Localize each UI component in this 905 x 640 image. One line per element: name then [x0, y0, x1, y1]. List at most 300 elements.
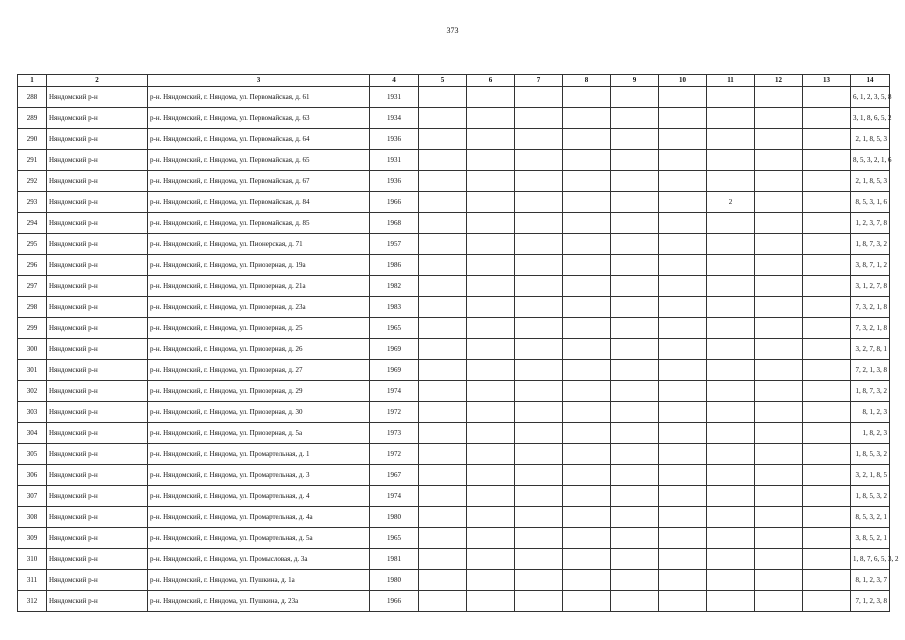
col-5-cell: [419, 234, 467, 255]
address-cell: р-н. Няндомский, г. Няндома, ул. Промысловая, д. 3а: [148, 549, 370, 570]
col-7-cell: [515, 150, 563, 171]
col-8-cell: [563, 381, 611, 402]
col-5-cell: [419, 255, 467, 276]
col-11-cell: [707, 423, 755, 444]
col-5-cell: [419, 381, 467, 402]
row-number-cell: 289: [18, 108, 47, 129]
year-cell: 1934: [370, 108, 419, 129]
col-5-cell: [419, 213, 467, 234]
col-8-cell: [563, 297, 611, 318]
col-11-cell: [707, 150, 755, 171]
col-11-cell: [707, 528, 755, 549]
col-11-cell: [707, 339, 755, 360]
col-13-cell: [803, 339, 851, 360]
year-cell: 1980: [370, 570, 419, 591]
col-9-cell: [611, 234, 659, 255]
col-7-cell: [515, 108, 563, 129]
col-8-cell: [563, 486, 611, 507]
col-13-cell: [803, 570, 851, 591]
col-11-cell: [707, 444, 755, 465]
col-10-cell: [659, 486, 707, 507]
table-row: [18, 276, 890, 297]
col-11-cell: [707, 129, 755, 150]
table-row: [18, 381, 890, 402]
col-10-cell: [659, 108, 707, 129]
col-5-cell: [419, 402, 467, 423]
col-7-cell: [515, 444, 563, 465]
col-12-cell: [755, 486, 803, 507]
codes-cell: 3, 1, 8, 6, 5, 2: [851, 108, 890, 129]
col-11-cell: [707, 465, 755, 486]
year-cell: 1986: [370, 255, 419, 276]
address-cell: р-н. Няндомский, г. Няндома, ул. Приозерная, д. 26: [148, 339, 370, 360]
col-12-cell: [755, 318, 803, 339]
col-7-cell: [515, 507, 563, 528]
column-header-7: 7: [515, 75, 563, 87]
col-8-cell: [563, 192, 611, 213]
col-6-cell: [467, 528, 515, 549]
address-cell: р-н. Няндомский, г. Няндома, ул. Промартельная, д. 4: [148, 486, 370, 507]
col-9-cell: [611, 423, 659, 444]
year-cell: 1982: [370, 276, 419, 297]
col-9-cell: [611, 297, 659, 318]
codes-cell: 1, 8, 7, 3, 2: [851, 381, 890, 402]
codes-cell: 3, 2, 7, 8, 1: [851, 339, 890, 360]
codes-cell: 7, 3, 2, 1, 8: [851, 297, 890, 318]
col-5-cell: [419, 108, 467, 129]
table-row: [18, 465, 890, 486]
col-13-cell: [803, 192, 851, 213]
col-10-cell: [659, 234, 707, 255]
col-13-cell: [803, 255, 851, 276]
codes-cell: 8, 5, 3, 2, 1: [851, 507, 890, 528]
col-7-cell: [515, 570, 563, 591]
col-12-cell: [755, 381, 803, 402]
year-cell: 1931: [370, 87, 419, 108]
year-cell: 1936: [370, 171, 419, 192]
col-9-cell: [611, 402, 659, 423]
col-5-cell: [419, 360, 467, 381]
col-12-cell: [755, 423, 803, 444]
col-11-cell: 2: [707, 192, 755, 213]
col-11-cell: [707, 360, 755, 381]
col-8-cell: [563, 423, 611, 444]
table-row: [18, 318, 890, 339]
col-10-cell: [659, 171, 707, 192]
col-9-cell: [611, 486, 659, 507]
address-cell: р-н. Няндомский, г. Няндома, ул. Приозерная, д. 19а: [148, 255, 370, 276]
col-6-cell: [467, 318, 515, 339]
codes-cell: 2, 1, 8, 5, 3: [851, 171, 890, 192]
year-cell: 1973: [370, 423, 419, 444]
year-cell: 1965: [370, 528, 419, 549]
district-cell: Няндомский р-н: [47, 276, 148, 297]
col-6-cell: [467, 486, 515, 507]
col-6-cell: [467, 339, 515, 360]
codes-cell: 3, 8, 7, 1, 2: [851, 255, 890, 276]
col-9-cell: [611, 129, 659, 150]
row-number-cell: 301: [18, 360, 47, 381]
table-row: [18, 213, 890, 234]
col-6-cell: [467, 570, 515, 591]
col-12-cell: [755, 570, 803, 591]
row-number-cell: 310: [18, 549, 47, 570]
col-9-cell: [611, 360, 659, 381]
district-cell: Няндомский р-н: [47, 87, 148, 108]
col-10-cell: [659, 213, 707, 234]
year-cell: 1972: [370, 402, 419, 423]
col-7-cell: [515, 255, 563, 276]
col-5-cell: [419, 192, 467, 213]
col-5-cell: [419, 528, 467, 549]
row-number-cell: 294: [18, 213, 47, 234]
col-8-cell: [563, 507, 611, 528]
col-9-cell: [611, 255, 659, 276]
address-cell: р-н. Няндомский, г. Няндома, ул. Приозерная, д. 29: [148, 381, 370, 402]
col-5-cell: [419, 339, 467, 360]
codes-cell: 8, 1, 2, 3, 7: [851, 570, 890, 591]
col-8-cell: [563, 444, 611, 465]
district-cell: Няндомский р-н: [47, 129, 148, 150]
col-13-cell: [803, 465, 851, 486]
col-12-cell: [755, 444, 803, 465]
row-number-cell: 305: [18, 444, 47, 465]
codes-cell: 7, 2, 1, 3, 8: [851, 360, 890, 381]
col-8-cell: [563, 255, 611, 276]
col-9-cell: [611, 87, 659, 108]
row-number-cell: 303: [18, 402, 47, 423]
col-9-cell: [611, 444, 659, 465]
col-11-cell: [707, 171, 755, 192]
column-header-11: 11: [707, 75, 755, 87]
col-5-cell: [419, 444, 467, 465]
col-6-cell: [467, 549, 515, 570]
col-5-cell: [419, 297, 467, 318]
year-cell: 1969: [370, 360, 419, 381]
row-number-cell: 312: [18, 591, 47, 612]
col-11-cell: [707, 591, 755, 612]
col-13-cell: [803, 87, 851, 108]
year-cell: 1972: [370, 444, 419, 465]
col-12-cell: [755, 591, 803, 612]
col-10-cell: [659, 423, 707, 444]
col-6-cell: [467, 192, 515, 213]
col-11-cell: [707, 570, 755, 591]
table-row: [18, 591, 890, 612]
col-13-cell: [803, 108, 851, 129]
col-8-cell: [563, 108, 611, 129]
col-6-cell: [467, 171, 515, 192]
col-11-cell: [707, 381, 755, 402]
col-13-cell: [803, 528, 851, 549]
col-7-cell: [515, 549, 563, 570]
table-row: [18, 570, 890, 591]
col-12-cell: [755, 507, 803, 528]
address-cell: р-н. Няндомский, г. Няндома, ул. Первомайская, д. 85: [148, 213, 370, 234]
col-7-cell: [515, 486, 563, 507]
column-header-4: 4: [370, 75, 419, 87]
year-cell: 1965: [370, 318, 419, 339]
col-12-cell: [755, 213, 803, 234]
row-number-cell: 298: [18, 297, 47, 318]
codes-cell: 7, 1, 2, 3, 8: [851, 591, 890, 612]
col-7-cell: [515, 402, 563, 423]
address-cell: р-н. Няндомский, г. Няндома, ул. Первомайская, д. 64: [148, 129, 370, 150]
page-number: 373: [446, 26, 459, 35]
col-8-cell: [563, 234, 611, 255]
column-header-14: 14: [851, 75, 890, 87]
table-row: [18, 486, 890, 507]
col-10-cell: [659, 150, 707, 171]
address-cell: р-н. Няндомский, г. Няндома, ул. Промартельная, д. 4а: [148, 507, 370, 528]
district-cell: Няндомский р-н: [47, 423, 148, 444]
col-9-cell: [611, 318, 659, 339]
column-header-5: 5: [419, 75, 467, 87]
col-9-cell: [611, 549, 659, 570]
col-5-cell: [419, 486, 467, 507]
year-cell: 1980: [370, 507, 419, 528]
column-header-1: 1: [18, 75, 47, 87]
col-13-cell: [803, 549, 851, 570]
district-cell: Няндомский р-н: [47, 339, 148, 360]
col-10-cell: [659, 87, 707, 108]
codes-cell: 2, 1, 8, 5, 3: [851, 129, 890, 150]
col-8-cell: [563, 213, 611, 234]
col-7-cell: [515, 234, 563, 255]
district-cell: Няндомский р-н: [47, 465, 148, 486]
district-cell: Няндомский р-н: [47, 528, 148, 549]
col-5-cell: [419, 423, 467, 444]
col-13-cell: [803, 297, 851, 318]
col-10-cell: [659, 192, 707, 213]
table-row: [18, 339, 890, 360]
col-9-cell: [611, 276, 659, 297]
codes-cell: 3, 1, 2, 7, 8: [851, 276, 890, 297]
col-13-cell: [803, 381, 851, 402]
col-7-cell: [515, 171, 563, 192]
district-cell: Няндомский р-н: [47, 549, 148, 570]
col-12-cell: [755, 87, 803, 108]
district-cell: Няндомский р-н: [47, 213, 148, 234]
row-number-cell: 288: [18, 87, 47, 108]
col-6-cell: [467, 87, 515, 108]
table-row: [18, 423, 890, 444]
year-cell: 1983: [370, 297, 419, 318]
table-row: [18, 192, 890, 213]
col-12-cell: [755, 528, 803, 549]
col-5-cell: [419, 150, 467, 171]
table-row: [18, 234, 890, 255]
col-10-cell: [659, 255, 707, 276]
year-cell: 1969: [370, 339, 419, 360]
col-5-cell: [419, 318, 467, 339]
address-cell: р-н. Няндомский, г. Няндома, ул. Первомайская, д. 67: [148, 171, 370, 192]
col-8-cell: [563, 570, 611, 591]
address-cell: р-н. Няндомский, г. Няндома, ул. Промартельная, д. 3: [148, 465, 370, 486]
col-12-cell: [755, 192, 803, 213]
col-8-cell: [563, 360, 611, 381]
year-cell: 1968: [370, 213, 419, 234]
codes-cell: 7, 3, 2, 1, 8: [851, 318, 890, 339]
col-11-cell: [707, 297, 755, 318]
address-cell: р-н. Няндомский, г. Няндома, ул. Приозерная, д. 5а: [148, 423, 370, 444]
col-9-cell: [611, 213, 659, 234]
col-6-cell: [467, 234, 515, 255]
col-12-cell: [755, 465, 803, 486]
district-cell: Няндомский р-н: [47, 507, 148, 528]
codes-cell: 1, 8, 2, 3: [851, 423, 890, 444]
table-row: [18, 444, 890, 465]
district-cell: Няндомский р-н: [47, 486, 148, 507]
table-row: [18, 150, 890, 171]
row-number-cell: 295: [18, 234, 47, 255]
col-7-cell: [515, 318, 563, 339]
district-cell: Няндомский р-н: [47, 360, 148, 381]
col-6-cell: [467, 402, 515, 423]
address-cell: р-н. Няндомский, г. Няндома, ул. Пушкина, д. 1а: [148, 570, 370, 591]
col-7-cell: [515, 192, 563, 213]
column-header-12: 12: [755, 75, 803, 87]
col-13-cell: [803, 318, 851, 339]
col-11-cell: [707, 108, 755, 129]
col-12-cell: [755, 255, 803, 276]
address-cell: р-н. Няндомский, г. Няндома, ул. Приозерная, д. 27: [148, 360, 370, 381]
codes-cell: 3, 8, 5, 2, 1: [851, 528, 890, 549]
row-number-cell: 302: [18, 381, 47, 402]
col-13-cell: [803, 507, 851, 528]
col-5-cell: [419, 549, 467, 570]
col-12-cell: [755, 297, 803, 318]
year-cell: 1936: [370, 129, 419, 150]
col-9-cell: [611, 192, 659, 213]
col-8-cell: [563, 150, 611, 171]
row-number-cell: 296: [18, 255, 47, 276]
district-cell: Няндомский р-н: [47, 570, 148, 591]
col-13-cell: [803, 129, 851, 150]
district-cell: Няндомский р-н: [47, 192, 148, 213]
table-row: [18, 108, 890, 129]
col-10-cell: [659, 528, 707, 549]
col-5-cell: [419, 570, 467, 591]
col-7-cell: [515, 213, 563, 234]
row-number-cell: 291: [18, 150, 47, 171]
col-6-cell: [467, 507, 515, 528]
col-11-cell: [707, 276, 755, 297]
col-11-cell: [707, 549, 755, 570]
row-number-cell: 293: [18, 192, 47, 213]
col-10-cell: [659, 360, 707, 381]
col-8-cell: [563, 87, 611, 108]
codes-cell: 8, 5, 3, 2, 1, 6: [851, 150, 890, 171]
row-number-cell: 290: [18, 129, 47, 150]
col-12-cell: [755, 171, 803, 192]
codes-cell: 1, 8, 5, 3, 2: [851, 486, 890, 507]
codes-cell: 1, 8, 7, 3, 2: [851, 234, 890, 255]
year-cell: 1974: [370, 381, 419, 402]
col-13-cell: [803, 150, 851, 171]
district-cell: Няндомский р-н: [47, 108, 148, 129]
col-10-cell: [659, 549, 707, 570]
col-12-cell: [755, 402, 803, 423]
row-number-cell: 300: [18, 339, 47, 360]
table-row: [18, 87, 890, 108]
col-6-cell: [467, 423, 515, 444]
col-8-cell: [563, 276, 611, 297]
col-9-cell: [611, 465, 659, 486]
table-row: [18, 255, 890, 276]
col-9-cell: [611, 339, 659, 360]
col-5-cell: [419, 276, 467, 297]
district-cell: Няндомский р-н: [47, 381, 148, 402]
column-header-2: 2: [47, 75, 148, 87]
col-5-cell: [419, 591, 467, 612]
col-6-cell: [467, 360, 515, 381]
col-6-cell: [467, 213, 515, 234]
year-cell: 1931: [370, 150, 419, 171]
col-10-cell: [659, 318, 707, 339]
col-5-cell: [419, 129, 467, 150]
col-12-cell: [755, 276, 803, 297]
col-13-cell: [803, 360, 851, 381]
year-cell: 1966: [370, 192, 419, 213]
col-8-cell: [563, 549, 611, 570]
table-row: [18, 528, 890, 549]
col-10-cell: [659, 570, 707, 591]
col-11-cell: [707, 486, 755, 507]
codes-cell: 1, 2, 3, 7, 8: [851, 213, 890, 234]
col-6-cell: [467, 150, 515, 171]
col-6-cell: [467, 465, 515, 486]
col-12-cell: [755, 129, 803, 150]
col-8-cell: [563, 402, 611, 423]
col-11-cell: [707, 213, 755, 234]
col-7-cell: [515, 360, 563, 381]
table-row: [18, 129, 890, 150]
row-number-cell: 297: [18, 276, 47, 297]
col-7-cell: [515, 297, 563, 318]
col-11-cell: [707, 507, 755, 528]
col-6-cell: [467, 108, 515, 129]
col-13-cell: [803, 486, 851, 507]
codes-cell: 8, 5, 3, 1, 6: [851, 192, 890, 213]
col-8-cell: [563, 339, 611, 360]
row-number-cell: 292: [18, 171, 47, 192]
col-7-cell: [515, 591, 563, 612]
col-10-cell: [659, 465, 707, 486]
district-cell: Няндомский р-н: [47, 402, 148, 423]
table-row: [18, 360, 890, 381]
year-cell: 1957: [370, 234, 419, 255]
address-cell: р-н. Няндомский, г. Няндома, ул. Приозерная, д. 30: [148, 402, 370, 423]
codes-cell: 1, 8, 5, 3, 2: [851, 444, 890, 465]
col-10-cell: [659, 276, 707, 297]
col-12-cell: [755, 150, 803, 171]
row-number-cell: 299: [18, 318, 47, 339]
col-8-cell: [563, 528, 611, 549]
row-number-cell: 309: [18, 528, 47, 549]
column-header-9: 9: [611, 75, 659, 87]
col-8-cell: [563, 129, 611, 150]
row-number-cell: 304: [18, 423, 47, 444]
district-cell: Няндомский р-н: [47, 297, 148, 318]
table-row: [18, 297, 890, 318]
year-cell: 1981: [370, 549, 419, 570]
col-7-cell: [515, 129, 563, 150]
address-cell: р-н. Няндомский, г. Няндома, ул. Приозерная, д. 23а: [148, 297, 370, 318]
district-cell: Няндомский р-н: [47, 150, 148, 171]
col-7-cell: [515, 276, 563, 297]
address-cell: р-н. Няндомский, г. Няндома, ул. Промартельная, д. 5а: [148, 528, 370, 549]
